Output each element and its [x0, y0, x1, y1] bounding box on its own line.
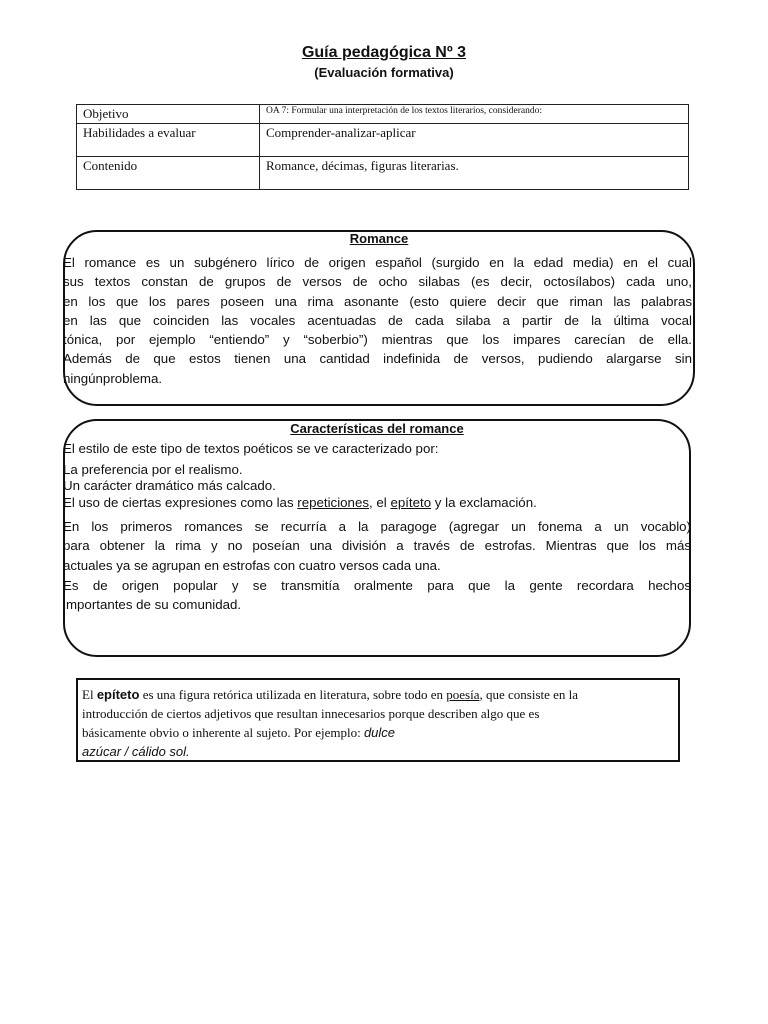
definition-text: básicamente obvio o inherente al sujeto. Por ejemplo: — [82, 725, 364, 740]
features-line: para obtener la rima y no poseían una división a través de estrofas. Mientras que los más — [63, 538, 691, 554]
feature-text: El uso de ciertas expresiones como las — [63, 495, 298, 510]
definition-example-line: azúcar / cálido sol. — [82, 744, 190, 759]
objective-value: OA 7: Formular una interpretación de los textos literarios, considerando: — [260, 105, 689, 124]
table-row — [77, 124, 689, 157]
epiteto-definition-box — [76, 678, 680, 762]
romance-line: Además de que estos tienen una cantidad indefinida de versos, pudiendo alargarse sin — [63, 351, 692, 367]
skills-label: Habilidades a evaluar — [77, 124, 260, 157]
table-row — [77, 157, 689, 190]
objective-label: Objetivo — [77, 105, 260, 124]
repeticiones-link[interactable]: repeticiones — [297, 495, 369, 510]
romance-line: en las que coinciden las vocales acentuadas de cada silaba a partir de la última vocal — [63, 312, 692, 328]
definition-line: introducción de ciertos adjetivos que resultan innecesarios porque describen algo que es — [82, 706, 540, 721]
features-line: actuales ya se agrupan en estrofas con cuatro versos cada una. — [63, 557, 441, 573]
info-table — [76, 104, 689, 190]
definition-text: es una figura retórica utilizada en literatura, sobre todo en — [139, 687, 447, 702]
poesia-link[interactable]: poesía — [446, 687, 480, 702]
romance-paragraph — [63, 253, 692, 393]
romance-line: en los que los pares poseen una rima asonante (esto quiere decir que riman las palabras — [63, 293, 692, 309]
content-value: Romance, décimas, figuras literarias. — [260, 157, 689, 190]
table-row — [77, 105, 689, 124]
skills-value: Comprender-analizar-aplicar — [260, 124, 689, 157]
definition-term: epíteto — [96, 687, 140, 702]
feature-item-expressions — [63, 495, 691, 510]
features-line: importantes de su comunidad. — [63, 597, 242, 613]
definition-example: dulce — [363, 725, 396, 740]
definition-line — [82, 723, 674, 742]
page-subtitle: (Evaluación formativa) — [314, 65, 454, 80]
feature-item: Un carácter dramático más calcado. — [63, 478, 276, 493]
epiteto-link[interactable]: epíteto — [390, 495, 432, 510]
definition-text: El — [82, 687, 97, 702]
romance-line: sus textos constan de grupos de versos de ocho silabas (es decir, octosílabos) cada uno, — [63, 274, 692, 290]
features-line: En los primeros romances se recurría a la paragoge (agregar un fonema a un vocablo) — [63, 519, 691, 534]
definition-line — [82, 685, 674, 704]
features-title: Características del romance — [290, 421, 464, 436]
romance-line: ningúnproblema. — [63, 370, 163, 386]
romance-line: tónica, por ejemplo “entiendo” y “soberbio”) mientras que los impares carecían de ella. — [63, 332, 692, 348]
features-paragraph-2 — [63, 576, 691, 616]
romance-line: El romance es un subgénero lírico de origen español (surgido en la edad media) en el cual — [63, 255, 692, 270]
page-title: Guía pedagógica Nº 3 — [301, 44, 467, 61]
features-line: Es de origen popular y se transmitía oralmente para que la gente recordara hechos — [63, 578, 691, 593]
features-paragraph-1 — [63, 517, 691, 577]
definition-text: , que consiste en la — [479, 687, 579, 702]
content-label: Contenido — [77, 157, 260, 190]
feature-item: La preferencia por el realismo. — [63, 462, 243, 477]
romance-title: Romance — [349, 231, 409, 246]
feature-text: y la exclamación. — [431, 495, 537, 510]
feature-text: , el — [369, 495, 391, 510]
features-intro: El estilo de este tipo de textos poéticos se ve caracterizado por: — [63, 441, 439, 456]
